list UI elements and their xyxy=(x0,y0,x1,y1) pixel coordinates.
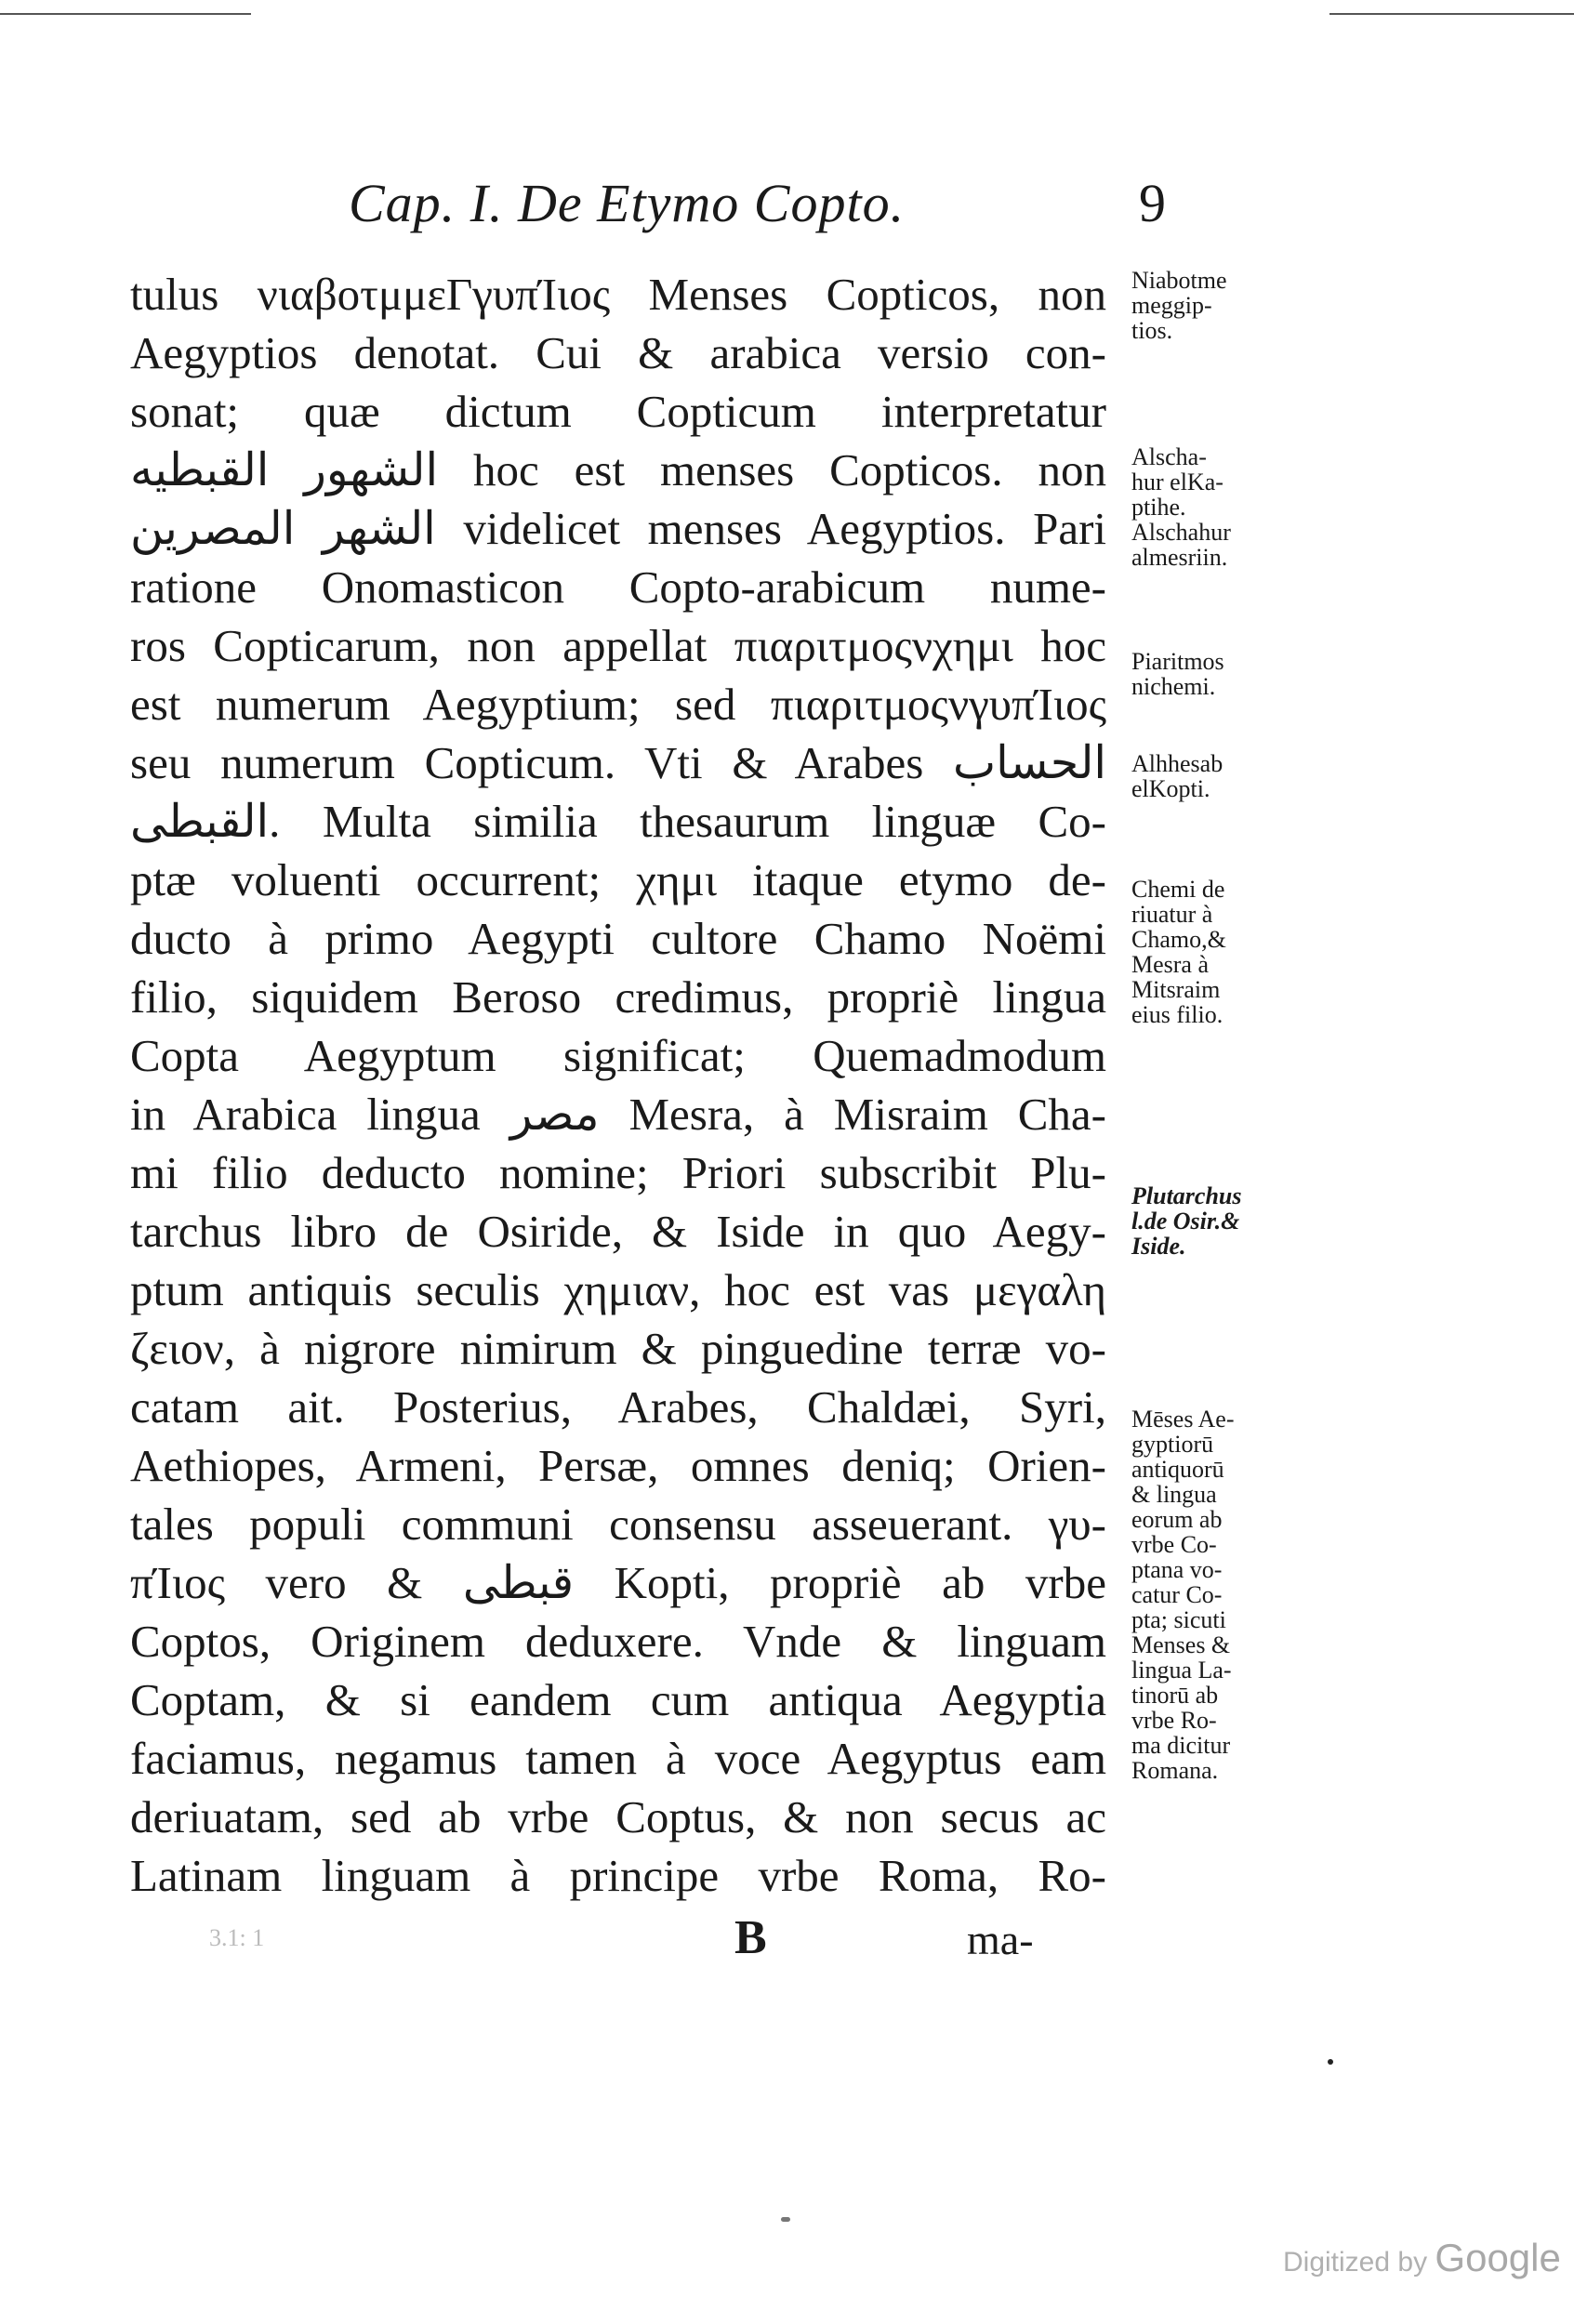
margin-note-alschahur xyxy=(1131,444,1280,570)
text-line: ducto à primo Aegypti cultore Chamo Noëmi xyxy=(130,913,1106,964)
note-line: Alhhesab xyxy=(1131,750,1223,777)
note-line: riuatur à xyxy=(1131,901,1213,928)
note-line: Mesra à xyxy=(1131,951,1210,978)
text-line: πΊιος vero & قبطى Kopti, propriè ab vrbe xyxy=(130,1557,1106,1608)
note-line: vrbe Co- xyxy=(1131,1531,1217,1558)
note-line: Chemi de xyxy=(1131,876,1225,903)
text-line: Coptam, & si eandem cum antiqua Aegyptia xyxy=(130,1674,1106,1725)
note-line: hur elKa- xyxy=(1131,469,1223,495)
note-line: Alscha- xyxy=(1131,443,1207,470)
text-line: ζειον, à nigrore nimirum & pinguedine terræ vo- xyxy=(130,1323,1106,1374)
note-line: Iside. xyxy=(1131,1233,1186,1260)
text-line: tales populi communi consensu asseuerant. γυ- xyxy=(130,1499,1106,1550)
note-line: eorum ab xyxy=(1131,1506,1223,1533)
ink-speck xyxy=(1328,2059,1333,2065)
body-text xyxy=(130,265,1106,1905)
margin-note-plutarchus xyxy=(1131,1183,1280,1259)
note-line: ma dicitur xyxy=(1131,1732,1231,1759)
google-logo: Google xyxy=(1435,2236,1561,2279)
text-line: Latinam linguam à principe vrbe Roma, Ro- xyxy=(130,1850,1106,1901)
note-line: meggip- xyxy=(1131,292,1212,319)
note-line: Chamo,& xyxy=(1131,926,1226,953)
text-line: sonat; quæ dictum Copticum interpretatur xyxy=(130,386,1106,437)
note-line: catur Co- xyxy=(1131,1581,1223,1608)
text-line: filio, siquidem Beroso credimus, propriè lingua xyxy=(130,971,1106,1023)
text-line: الشهور القبطيه hoc est menses Copticos. non xyxy=(130,444,1107,495)
text-line: deriuatam, sed ab vrbe Coptus, & non secus ac xyxy=(130,1791,1106,1842)
note-line: Plutarchus xyxy=(1131,1182,1242,1209)
text-line: in Arabica lingua مصر Mesra, à Misraim Cha- xyxy=(130,1089,1106,1140)
text-line: catam ait. Posterius, Arabes, Chaldæi, Syri, xyxy=(130,1381,1106,1433)
text-line: Copta Aegyptum significat; Quemadmodum xyxy=(130,1030,1106,1081)
text-line: tulus νιαβοτμμεΓγυπΊιος Menses Copticos, non xyxy=(130,269,1106,320)
catchword: ma- xyxy=(967,1916,1034,1963)
note-line: Menses & xyxy=(1131,1631,1231,1658)
note-line: tios. xyxy=(1131,317,1173,344)
note-line: eius filio. xyxy=(1131,1001,1223,1028)
top-rule-right xyxy=(1329,13,1574,15)
note-line: Mitsraim xyxy=(1131,976,1221,1003)
watermark-prefix: Digitized by xyxy=(1283,2247,1428,2278)
text-line: الشهر المصرين videlicet menses Aegyptios. Pari xyxy=(130,503,1107,554)
text-line: faciamus, negamus tamen à voce Aegyptus eam xyxy=(130,1733,1106,1784)
text-line: Coptos, Originem deduxere. Vnde & linguam xyxy=(130,1616,1106,1667)
note-line: pta; sicuti xyxy=(1131,1606,1226,1633)
note-line: & lingua xyxy=(1131,1481,1217,1508)
margin-note-menses xyxy=(1131,1406,1280,1783)
margin-note-alhhesab xyxy=(1131,751,1280,801)
note-line: elKopti. xyxy=(1131,775,1210,802)
note-line: lingua La- xyxy=(1131,1657,1232,1684)
margin-note-niabotme xyxy=(1131,268,1280,343)
note-line: antiquorū xyxy=(1131,1456,1224,1483)
note-line: Romana. xyxy=(1131,1757,1219,1784)
note-line: Mēses Ae- xyxy=(1131,1406,1235,1433)
text-line: ptum antiquis seculis χημιαν, hoc est vas μεγαλη xyxy=(130,1264,1106,1315)
margin-note-chemi xyxy=(1131,877,1280,1027)
text-line: tarchus libro de Osiride, & Iside in quo Aegy- xyxy=(130,1206,1106,1257)
ink-speck xyxy=(781,2217,790,2222)
text-line: est numerum Aegyptium; sed πιαριτμοςνγυπΊιος xyxy=(130,679,1106,730)
text-line: ratione Onomasticon Copto-arabicum nume- xyxy=(130,561,1106,613)
note-line: Alschahur xyxy=(1131,519,1231,546)
note-line: gyptiorū xyxy=(1131,1431,1214,1458)
text-line: ros Copticarum, non appellat πιαριτμοςνχημι hoc xyxy=(130,620,1106,671)
text-line: Aegyptios denotat. Cui & arabica versio con- xyxy=(130,327,1106,378)
note-line: almesriin. xyxy=(1131,544,1228,571)
text-line: القبطى. Multa similia thesaurum linguæ Co- xyxy=(130,796,1106,847)
text-line: seu numerum Copticum. Vti & Arabes الحساب xyxy=(130,737,1106,788)
note-line: nichemi. xyxy=(1131,673,1216,700)
note-line: tinorū ab xyxy=(1131,1682,1219,1709)
signature-mark: B xyxy=(734,1911,767,1964)
note-line: vrbe Ro- xyxy=(1131,1707,1217,1734)
text-line: Aethiopes, Armeni, Persæ, omnes deniq; Orien- xyxy=(130,1440,1106,1491)
note-line: ptana vo- xyxy=(1131,1556,1223,1583)
note-line: l.de Osir.& xyxy=(1131,1208,1240,1235)
text-line: mi filio deducto nomine; Priori subscribit Plu- xyxy=(130,1147,1106,1198)
note-line: Niabotme xyxy=(1131,267,1227,294)
note-line: ptihe. xyxy=(1131,494,1186,521)
running-title: Cap. I. De Etymo Copto. xyxy=(349,173,906,233)
digitized-watermark xyxy=(1283,2236,1561,2280)
margin-note-piaritmos xyxy=(1131,649,1280,699)
text-line: ptæ voluenti occurrent; χημι itaque etymo de- xyxy=(130,854,1106,905)
note-line: Piaritmos xyxy=(1131,648,1224,675)
running-header xyxy=(349,172,1167,246)
faint-mark: 3.1: 1 xyxy=(209,1924,265,1951)
page-number: 9 xyxy=(1139,173,1167,233)
top-rule-left xyxy=(0,13,251,15)
